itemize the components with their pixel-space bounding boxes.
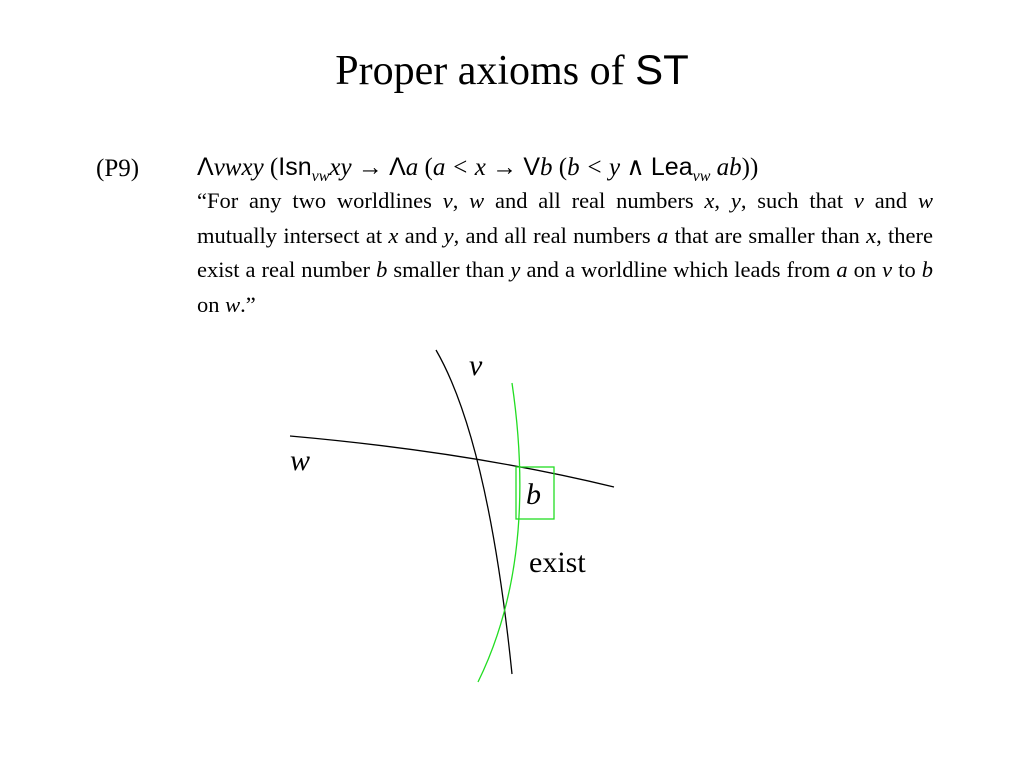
isn-subscript: vw — [311, 168, 330, 185]
quote-variable: w — [469, 188, 485, 213]
quote-text: “For any two worldlines — [197, 188, 443, 213]
implies-arrow: → — [351, 154, 390, 181]
isn-args: xy — [329, 154, 352, 181]
axiom-label: (P9) — [96, 155, 140, 182]
formula-paren-3: ( — [552, 154, 568, 181]
label-b: b — [526, 478, 541, 511]
quote-text: smaller than — [387, 257, 511, 282]
formula-var-b: b — [540, 154, 553, 181]
quote-variable: y — [443, 222, 454, 248]
formula-paren-2: ( — [418, 154, 433, 181]
label-v: v — [469, 349, 483, 382]
formula-paren: ( — [263, 154, 279, 181]
quote-text: , such that — [740, 188, 854, 213]
isn-predicate: Isn — [278, 153, 312, 181]
label-w: w — [290, 444, 311, 477]
quote-variable: b — [921, 257, 933, 282]
slide-title-symbol: ST — [635, 46, 689, 93]
forall-symbol: Λ — [197, 153, 214, 181]
quote-variable: a — [657, 222, 669, 248]
quote-variable: a — [836, 257, 848, 282]
quote-text: on — [847, 257, 883, 282]
lea-subscript: vw — [692, 168, 711, 185]
quote-text: .” — [240, 291, 256, 317]
label-exist: exist — [529, 546, 586, 579]
condition-a-less-x: a < x — [432, 154, 486, 181]
implies-arrow-2: → — [485, 154, 524, 181]
lea-predicate: Lea — [650, 153, 693, 181]
quote-text: that are smaller than — [668, 222, 867, 248]
quote-variable: x — [388, 222, 399, 248]
leading-worldline — [478, 383, 520, 682]
quote-text: mutually intersect at — [197, 222, 389, 248]
quote-text: and — [398, 222, 444, 248]
quote-variable: x — [704, 188, 715, 213]
quote-text: , — [714, 188, 731, 213]
quote-variable: w — [225, 291, 241, 317]
and-symbol: ∧ — [620, 154, 651, 181]
quote-variable: v — [853, 188, 864, 213]
lea-args: ab — [716, 154, 742, 181]
quote-variable: x — [866, 222, 877, 248]
condition-b-less-y: b < y — [567, 154, 621, 181]
worldline-w — [290, 436, 614, 487]
quote-text: on — [197, 291, 226, 317]
quote-text: to — [892, 257, 922, 282]
quote-variable: v — [442, 188, 453, 213]
forall-symbol-2: Λ — [389, 153, 406, 181]
slide-title-text: Proper axioms of — [335, 48, 636, 94]
quote-text: and all real numbers — [484, 188, 705, 213]
quote-text: , there exist a real number — [197, 222, 933, 282]
quote-text: and a worldline which leads from — [520, 257, 837, 282]
quote-text: and — [863, 188, 918, 213]
formula-var-a: a — [405, 154, 419, 181]
quote-variable: w — [918, 188, 934, 213]
formula-close: )) — [741, 154, 759, 181]
formula-vars: vwxy — [213, 154, 264, 181]
quote-variable: y — [510, 257, 521, 282]
quote-text: , and all real numbers — [453, 222, 657, 248]
exists-symbol: V — [523, 153, 541, 181]
quote-variable: y — [730, 188, 741, 213]
quote-variable: b — [376, 257, 388, 282]
quote-variable: v — [882, 257, 893, 282]
quote-text: , — [452, 188, 470, 213]
